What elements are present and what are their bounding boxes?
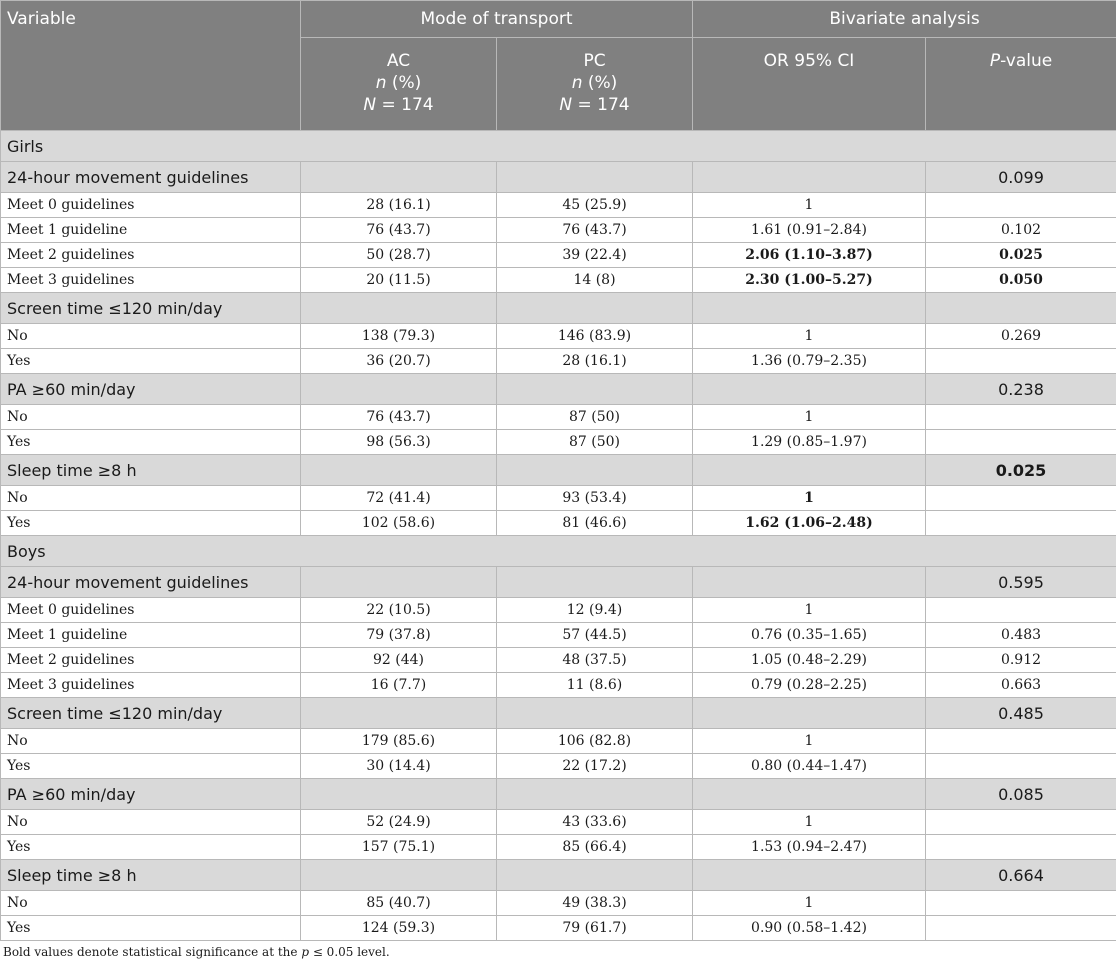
row-or-ci: 1 xyxy=(693,193,926,218)
table-row xyxy=(1,218,1116,243)
row-ac-value: 92 (44) xyxy=(301,648,497,673)
table-row xyxy=(1,891,1116,916)
row-p-value xyxy=(926,405,1116,430)
table-row xyxy=(1,673,1116,698)
row-pc-value: 22 (17.2) xyxy=(497,754,693,779)
row-ac-value: 36 (20.7) xyxy=(301,349,497,374)
row-or-ci: 1.36 (0.79–2.35) xyxy=(693,349,926,374)
row-ac-value: 52 (24.9) xyxy=(301,810,497,835)
header-variable: Variable xyxy=(1,1,301,131)
row-or-ci: 0.76 (0.35–1.65) xyxy=(693,623,926,648)
row-or-ci: 1 xyxy=(693,405,926,430)
group-label: Screen time ≤120 min/day xyxy=(1,293,301,324)
group-label: Screen time ≤120 min/day xyxy=(1,698,301,729)
header-mode-of-transport: Mode of transport xyxy=(301,1,693,38)
row-pc-value: 43 (33.6) xyxy=(497,810,693,835)
group-ac-cell xyxy=(301,698,497,729)
table-row xyxy=(1,754,1116,779)
group-label: PA ≥60 min/day xyxy=(1,779,301,810)
row-or-ci: 1.62 (1.06–2.48) xyxy=(693,511,926,536)
table-row xyxy=(1,243,1116,268)
row-label: Yes xyxy=(1,835,301,860)
row-ac-value: 76 (43.7) xyxy=(301,218,497,243)
group-label: 24-hour movement guidelines xyxy=(1,162,301,193)
group-or-cell xyxy=(693,455,926,486)
header-p-value: P-value xyxy=(926,38,1116,131)
row-or-ci: 1 xyxy=(693,486,926,511)
row-label: No xyxy=(1,891,301,916)
row-or-ci: 1.05 (0.48–2.29) xyxy=(693,648,926,673)
table-row xyxy=(1,405,1116,430)
group-label: Sleep time ≥8 h xyxy=(1,455,301,486)
row-label: No xyxy=(1,405,301,430)
group-or-cell xyxy=(693,293,926,324)
group-p-value: 0.025 xyxy=(926,455,1116,486)
row-or-ci: 1.53 (0.94–2.47) xyxy=(693,835,926,860)
row-pc-value: 85 (66.4) xyxy=(497,835,693,860)
group-p-value: 0.595 xyxy=(926,567,1116,598)
group-ac-cell xyxy=(301,567,497,598)
table-row xyxy=(1,835,1116,860)
table-row xyxy=(1,623,1116,648)
row-p-value: 0.663 xyxy=(926,673,1116,698)
row-label: No xyxy=(1,729,301,754)
row-ac-value: 16 (7.7) xyxy=(301,673,497,698)
row-or-ci: 1 xyxy=(693,729,926,754)
group-or-cell xyxy=(693,162,926,193)
group-pc-cell xyxy=(497,779,693,810)
header-or-ci: OR 95% CI xyxy=(693,38,926,131)
group-p-value: 0.238 xyxy=(926,374,1116,405)
section-label: Girls xyxy=(1,131,1116,162)
group-or-cell xyxy=(693,567,926,598)
row-pc-value: 76 (43.7) xyxy=(497,218,693,243)
row-or-ci: 2.06 (1.10–3.87) xyxy=(693,243,926,268)
group-pc-cell xyxy=(497,860,693,891)
row-p-value: 0.025 xyxy=(926,243,1116,268)
row-label: No xyxy=(1,810,301,835)
group-row xyxy=(1,779,1116,810)
row-ac-value: 28 (16.1) xyxy=(301,193,497,218)
row-p-value: 0.912 xyxy=(926,648,1116,673)
group-row xyxy=(1,162,1116,193)
row-or-ci: 0.80 (0.44–1.47) xyxy=(693,754,926,779)
row-ac-value: 79 (37.8) xyxy=(301,623,497,648)
row-pc-value: 14 (8) xyxy=(497,268,693,293)
row-or-ci: 1 xyxy=(693,598,926,623)
row-or-ci: 1 xyxy=(693,810,926,835)
row-p-value xyxy=(926,754,1116,779)
row-ac-value: 85 (40.7) xyxy=(301,891,497,916)
row-label: Yes xyxy=(1,430,301,455)
table-row xyxy=(1,486,1116,511)
row-ac-value: 102 (58.6) xyxy=(301,511,497,536)
table-row xyxy=(1,193,1116,218)
group-pc-cell xyxy=(497,293,693,324)
row-pc-value: 81 (46.6) xyxy=(497,511,693,536)
row-p-value: 0.050 xyxy=(926,268,1116,293)
header-ac: AC n (%) N = 174 xyxy=(301,38,497,131)
row-label: Meet 0 guidelines xyxy=(1,193,301,218)
row-label: No xyxy=(1,324,301,349)
table-row xyxy=(1,349,1116,374)
group-row xyxy=(1,293,1116,324)
row-pc-value: 87 (50) xyxy=(497,430,693,455)
group-ac-cell xyxy=(301,455,497,486)
group-or-cell xyxy=(693,860,926,891)
group-p-value: 0.099 xyxy=(926,162,1116,193)
table-body xyxy=(1,131,1116,941)
row-ac-value: 72 (41.4) xyxy=(301,486,497,511)
section-row xyxy=(1,536,1116,567)
row-pc-value: 57 (44.5) xyxy=(497,623,693,648)
row-label: Meet 0 guidelines xyxy=(1,598,301,623)
group-ac-cell xyxy=(301,779,497,810)
row-pc-value: 49 (38.3) xyxy=(497,891,693,916)
table-row xyxy=(1,511,1116,536)
group-ac-cell xyxy=(301,293,497,324)
group-pc-cell xyxy=(497,455,693,486)
group-or-cell xyxy=(693,374,926,405)
row-label: Meet 2 guidelines xyxy=(1,648,301,673)
row-p-value xyxy=(926,598,1116,623)
group-row xyxy=(1,567,1116,598)
table-row xyxy=(1,324,1116,349)
table-row xyxy=(1,598,1116,623)
row-p-value xyxy=(926,835,1116,860)
row-pc-value: 12 (9.4) xyxy=(497,598,693,623)
row-or-ci: 0.90 (0.58–1.42) xyxy=(693,916,926,941)
row-ac-value: 50 (28.7) xyxy=(301,243,497,268)
row-p-value xyxy=(926,349,1116,374)
row-label: Yes xyxy=(1,916,301,941)
row-label: Meet 1 guideline xyxy=(1,623,301,648)
row-p-value xyxy=(926,810,1116,835)
group-p-value xyxy=(926,293,1116,324)
row-ac-value: 98 (56.3) xyxy=(301,430,497,455)
group-label: Sleep time ≥8 h xyxy=(1,860,301,891)
row-label: Yes xyxy=(1,511,301,536)
row-label: Meet 2 guidelines xyxy=(1,243,301,268)
group-ac-cell xyxy=(301,860,497,891)
row-pc-value: 11 (8.6) xyxy=(497,673,693,698)
group-p-value: 0.664 xyxy=(926,860,1116,891)
row-ac-value: 124 (59.3) xyxy=(301,916,497,941)
row-p-value xyxy=(926,193,1116,218)
group-p-value: 0.485 xyxy=(926,698,1116,729)
row-pc-value: 93 (53.4) xyxy=(497,486,693,511)
row-pc-value: 146 (83.9) xyxy=(497,324,693,349)
row-label: Yes xyxy=(1,349,301,374)
group-p-value: 0.085 xyxy=(926,779,1116,810)
row-label: No xyxy=(1,486,301,511)
group-row xyxy=(1,860,1116,891)
row-p-value: 0.483 xyxy=(926,623,1116,648)
table-row xyxy=(1,268,1116,293)
row-or-ci: 1.29 (0.85–1.97) xyxy=(693,430,926,455)
row-p-value xyxy=(926,430,1116,455)
row-pc-value: 39 (22.4) xyxy=(497,243,693,268)
group-label: PA ≥60 min/day xyxy=(1,374,301,405)
row-pc-value: 28 (16.1) xyxy=(497,349,693,374)
section-label: Boys xyxy=(1,536,1116,567)
group-row xyxy=(1,698,1116,729)
row-label: Meet 3 guidelines xyxy=(1,268,301,293)
row-p-value xyxy=(926,486,1116,511)
header-bivariate-analysis: Bivariate analysis xyxy=(693,1,1116,38)
row-p-value xyxy=(926,891,1116,916)
row-pc-value: 48 (37.5) xyxy=(497,648,693,673)
row-ac-value: 22 (10.5) xyxy=(301,598,497,623)
group-pc-cell xyxy=(497,374,693,405)
row-ac-value: 179 (85.6) xyxy=(301,729,497,754)
group-pc-cell xyxy=(497,162,693,193)
group-pc-cell xyxy=(497,698,693,729)
table-row xyxy=(1,916,1116,941)
row-or-ci: 1 xyxy=(693,324,926,349)
row-ac-value: 138 (79.3) xyxy=(301,324,497,349)
row-or-ci: 1 xyxy=(693,891,926,916)
row-pc-value: 106 (82.8) xyxy=(497,729,693,754)
section-row xyxy=(1,131,1116,162)
row-p-value xyxy=(926,729,1116,754)
row-pc-value: 45 (25.9) xyxy=(497,193,693,218)
group-or-cell xyxy=(693,698,926,729)
row-ac-value: 30 (14.4) xyxy=(301,754,497,779)
table-row xyxy=(1,648,1116,673)
group-pc-cell xyxy=(497,567,693,598)
group-row xyxy=(1,455,1116,486)
row-or-ci: 0.79 (0.28–2.25) xyxy=(693,673,926,698)
table-row xyxy=(1,729,1116,754)
row-p-value xyxy=(926,916,1116,941)
footnote: Bold values denote statistical significance at the p ≤ 0.05 level. xyxy=(3,945,390,959)
row-p-value: 0.269 xyxy=(926,324,1116,349)
header-pc: PC n (%) N = 174 xyxy=(497,38,693,131)
row-ac-value: 20 (11.5) xyxy=(301,268,497,293)
table-row xyxy=(1,430,1116,455)
group-row xyxy=(1,374,1116,405)
row-or-ci: 2.30 (1.00–5.27) xyxy=(693,268,926,293)
row-pc-value: 87 (50) xyxy=(497,405,693,430)
row-p-value: 0.102 xyxy=(926,218,1116,243)
row-label: Meet 3 guidelines xyxy=(1,673,301,698)
row-ac-value: 76 (43.7) xyxy=(301,405,497,430)
table-row xyxy=(1,810,1116,835)
row-or-ci: 1.61 (0.91–2.84) xyxy=(693,218,926,243)
group-or-cell xyxy=(693,779,926,810)
row-label: Meet 1 guideline xyxy=(1,218,301,243)
group-label: 24-hour movement guidelines xyxy=(1,567,301,598)
row-ac-value: 157 (75.1) xyxy=(301,835,497,860)
row-p-value xyxy=(926,511,1116,536)
row-label: Yes xyxy=(1,754,301,779)
row-pc-value: 79 (61.7) xyxy=(497,916,693,941)
group-ac-cell xyxy=(301,374,497,405)
group-ac-cell xyxy=(301,162,497,193)
